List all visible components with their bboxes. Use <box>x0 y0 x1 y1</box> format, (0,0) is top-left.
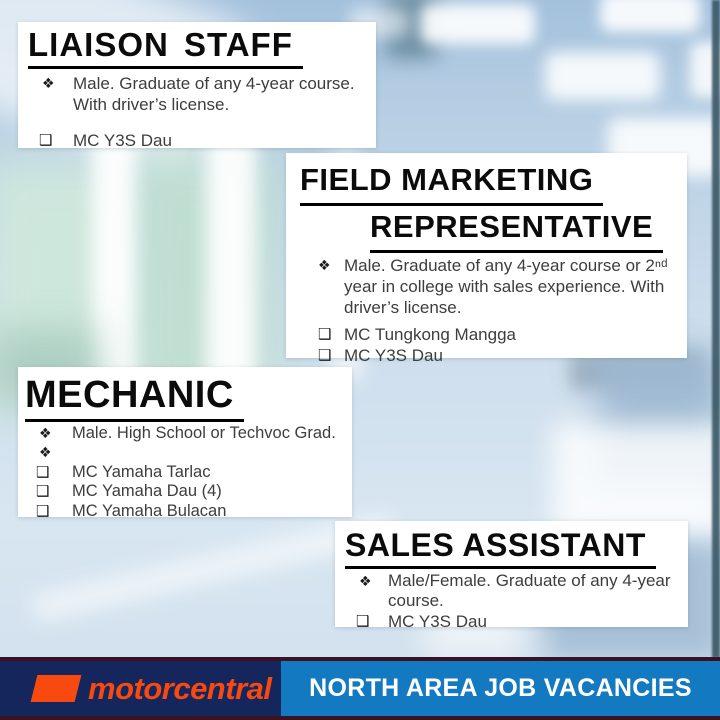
checkbox-bullet-icon: ❑ <box>318 325 332 343</box>
job-title <box>345 527 680 569</box>
location-text: MC Yamaha Tarlac <box>72 462 211 481</box>
diamond-bullet-icon: ❖ <box>359 572 372 589</box>
job-card-liaison-staff <box>18 22 376 148</box>
requirement-item <box>28 73 368 115</box>
requirements-list <box>28 73 368 115</box>
requirements-list <box>25 424 350 463</box>
diamond-bullet-icon: ❖ <box>39 424 52 441</box>
location-text: MC Yamaha Bulacan <box>72 501 227 520</box>
banner <box>281 661 720 716</box>
checkbox-bullet-icon: ❑ <box>39 131 53 149</box>
brand-mark-icon <box>31 675 82 702</box>
location-item <box>25 482 350 502</box>
job-title-text: MECHANIC <box>25 373 244 422</box>
requirement-text: Male. Graduate of any 4-year course or 2ⁿᵈ year in college with sales experience. With driver’s license. <box>344 255 668 317</box>
location-text: MC Tungkong Mangga <box>344 324 516 344</box>
location-item <box>28 130 368 151</box>
job-card-mechanic <box>18 367 352 520</box>
banner-title: NORTH AREA JOB VACANCIES <box>309 674 692 702</box>
bg-blob <box>712 0 720 658</box>
checkbox-bullet-icon: ❑ <box>36 502 50 520</box>
locations-list <box>345 612 680 632</box>
diamond-bullet-icon: ❖ <box>39 444 52 461</box>
requirement-item <box>25 424 350 444</box>
brand-logo <box>34 661 271 716</box>
diamond-bullet-icon: ❖ <box>42 74 55 91</box>
job-title-line1: FIELD MARKETING <box>300 159 603 206</box>
checkbox-bullet-icon: ❑ <box>356 612 370 630</box>
requirement-text: Male/Female. Graduate of any 4-year course. <box>388 570 671 610</box>
location-item <box>25 502 350 522</box>
locations-list <box>300 324 679 366</box>
requirement-text: Male. High School or Techvoc Grad. <box>72 423 336 442</box>
checkbox-bullet-icon: ❑ <box>36 483 50 501</box>
job-card-field-marketing-representative <box>286 153 687 365</box>
location-item <box>300 324 679 345</box>
location-item <box>345 612 680 632</box>
bg-blob <box>420 4 535 44</box>
requirements-list <box>345 571 680 611</box>
job-card-sales-assistant <box>335 521 688 631</box>
location-item <box>300 345 679 366</box>
checkbox-bullet-icon: ❑ <box>36 463 50 481</box>
locations-list <box>25 463 350 522</box>
location-text: MC Y3S Dau <box>388 611 487 631</box>
job-title-line2: REPRESENTATIVE <box>370 206 663 253</box>
brand-name: motorcentral <box>88 670 272 706</box>
location-text: MC Y3S Dau <box>73 130 172 150</box>
job-title-text: SALES ASSISTANT <box>345 527 656 569</box>
requirement-item <box>345 571 680 611</box>
bg-blob <box>600 0 700 32</box>
locations-list <box>28 130 368 151</box>
diamond-bullet-icon: ❖ <box>318 256 331 273</box>
job-title-text: LIAISON STAFF <box>28 26 303 69</box>
job-title <box>25 373 350 422</box>
requirements-list <box>300 255 679 318</box>
location-text: MC Y3S Dau <box>344 345 443 365</box>
location-item <box>25 463 350 483</box>
footer-bar <box>0 657 720 720</box>
job-title <box>300 159 679 253</box>
requirement-item <box>25 443 350 463</box>
job-title <box>28 26 368 69</box>
checkbox-bullet-icon: ❑ <box>318 346 332 364</box>
bg-blob <box>545 52 660 100</box>
location-text: MC Yamaha Dau (4) <box>72 482 222 501</box>
requirement-text: Male. Graduate of any 4-year course. With driver’s license. <box>73 73 355 114</box>
requirement-item <box>300 255 679 318</box>
